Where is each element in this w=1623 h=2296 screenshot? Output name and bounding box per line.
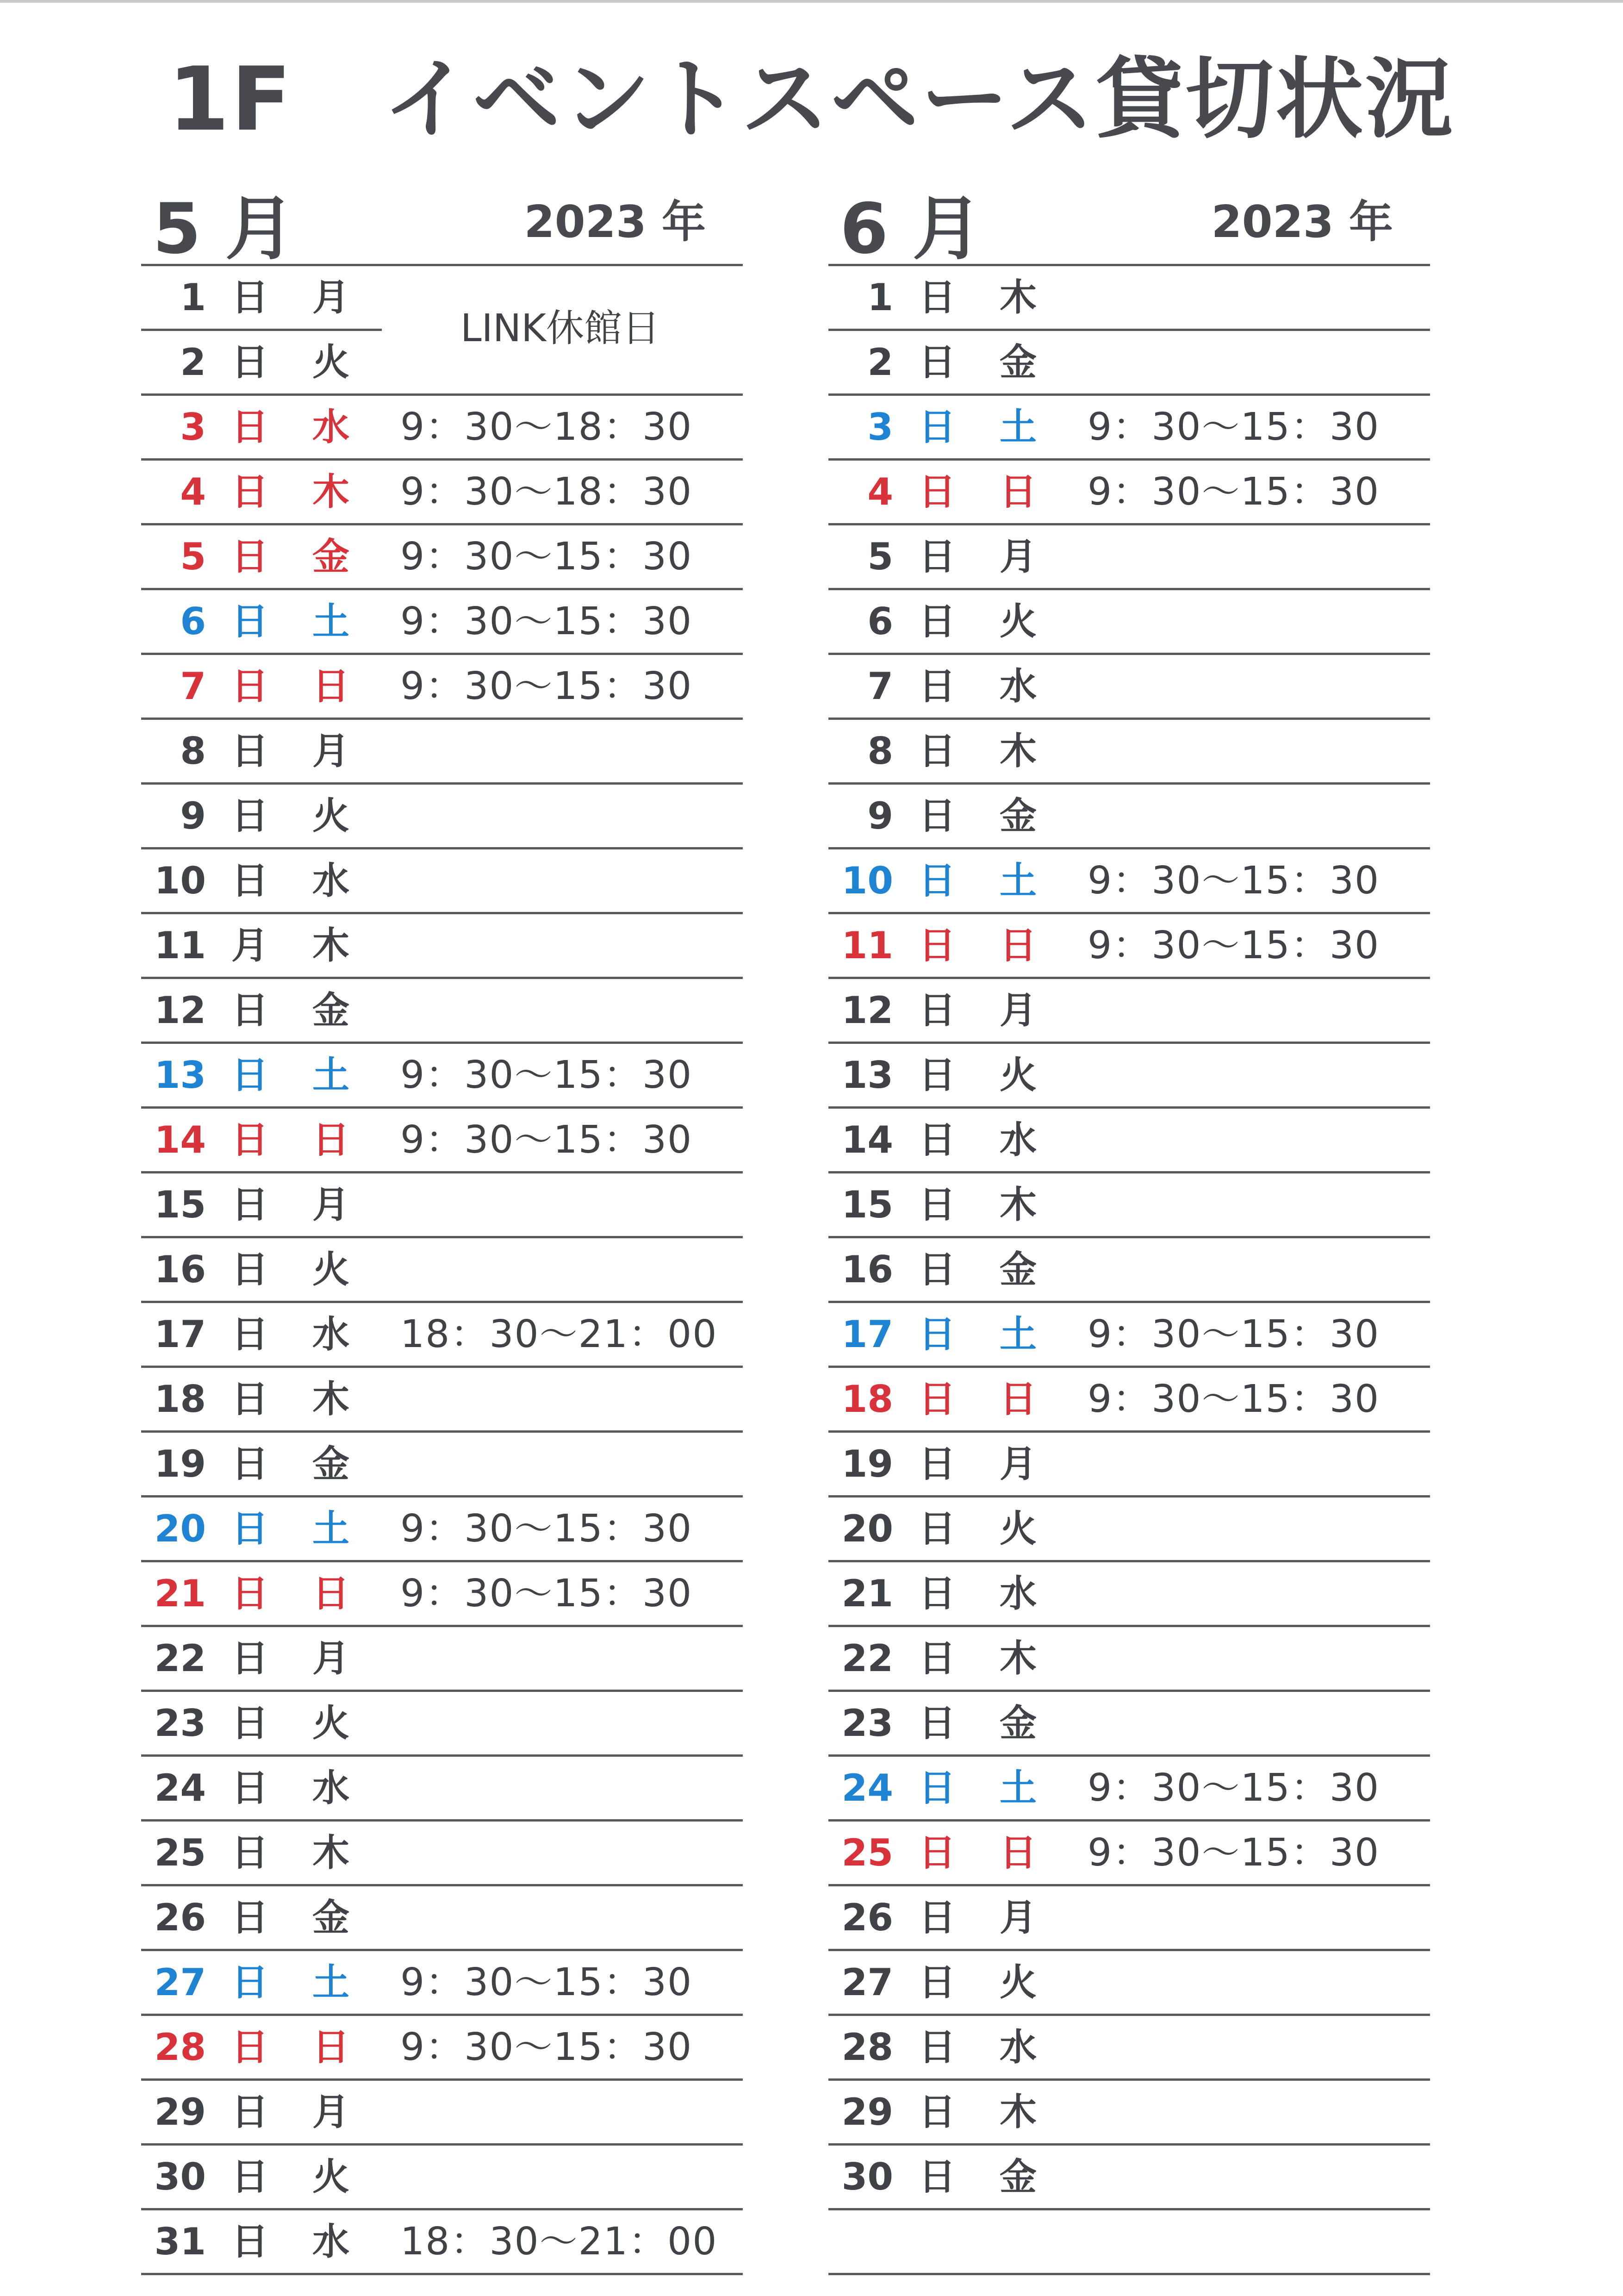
weekday: 火 (312, 2155, 349, 2198)
day-unit: 日 (231, 859, 268, 902)
rental-hours: 9：30〜15：30 (400, 2025, 693, 2069)
weekday: 木 (1000, 730, 1037, 773)
weekday: 月 (1000, 1896, 1037, 1939)
weekday: 水 (1000, 1118, 1037, 1161)
weekday: 金 (312, 1896, 349, 1939)
day-number: 26 (154, 1896, 206, 1939)
weekday: 土 (312, 600, 349, 643)
day-unit: 日 (231, 1313, 268, 1356)
weekday: 土 (1000, 859, 1037, 902)
day-number: 17 (841, 1313, 893, 1356)
may-day-row (141, 1497, 743, 1562)
day-unit: 日 (919, 794, 956, 837)
weekday: 木 (312, 924, 349, 967)
weekday: 月 (1000, 989, 1037, 1032)
day-number: 1 (867, 276, 893, 319)
may-calendar (141, 185, 743, 2275)
june-day-row (828, 1238, 1430, 1303)
day-number: 16 (841, 1248, 893, 1291)
day-unit: 日 (919, 1766, 956, 1809)
may-day-row (141, 590, 743, 655)
weekday: 金 (1000, 341, 1037, 384)
day-number: 23 (841, 1702, 893, 1745)
day-unit: 日 (231, 1572, 268, 1615)
weekday: 土 (312, 1961, 349, 2004)
weekday: 木 (312, 470, 349, 513)
weekday: 水 (312, 859, 349, 902)
day-unit: 日 (919, 924, 956, 967)
weekday: 水 (312, 1766, 349, 1809)
day-unit: 日 (919, 1248, 956, 1291)
weekday: 水 (312, 1313, 349, 1356)
may-day-row (141, 1562, 743, 1627)
day-unit: 日 (919, 341, 956, 384)
weekday: 火 (1000, 600, 1037, 643)
june-day-row (828, 655, 1430, 720)
day-number: 11 (841, 924, 893, 967)
day-number: 23 (154, 1702, 206, 1745)
weekday: 日 (1000, 470, 1037, 513)
day-unit: 日 (919, 406, 956, 449)
day-unit: 日 (231, 535, 268, 578)
weekday: 火 (1000, 1054, 1037, 1097)
weekday: 木 (1000, 276, 1037, 319)
day-unit: 日 (231, 470, 268, 513)
day-number: 12 (841, 989, 893, 1032)
closed-day-note: LINK休館日 (460, 306, 660, 350)
weekday: 月 (1000, 1442, 1037, 1485)
day-number: 27 (154, 1961, 206, 2004)
day-number: 1 (180, 276, 206, 319)
weekday: 水 (312, 406, 349, 449)
weekday: 日 (312, 1572, 349, 1615)
june-day-row (828, 461, 1430, 525)
rental-hours: 9：30〜15：30 (400, 1053, 693, 1097)
june-day-row (828, 720, 1430, 785)
rental-hours: 9：30〜15：30 (1088, 470, 1380, 514)
day-number: 22 (841, 1637, 893, 1680)
day-number: 6 (867, 600, 893, 643)
rental-hours: 18：30〜21：00 (400, 1312, 718, 1356)
day-number: 31 (154, 2220, 206, 2263)
day-number: 13 (841, 1054, 893, 1097)
day-unit: 日 (231, 1896, 268, 1939)
day-unit: 日 (919, 600, 956, 643)
day-unit: 月 (231, 924, 268, 967)
day-number: 10 (841, 859, 893, 902)
rental-hours: 9：30〜15：30 (400, 1507, 693, 1551)
day-number: 21 (154, 1572, 206, 1615)
day-number: 28 (841, 2026, 893, 2069)
may-day-row (141, 1822, 743, 1886)
day-number: 13 (154, 1054, 206, 1097)
day-number: 19 (841, 1442, 893, 1485)
day-unit: 日 (231, 1054, 268, 1097)
day-unit: 日 (231, 406, 268, 449)
day-number: 21 (841, 1572, 893, 1615)
may-day-row (141, 2016, 743, 2081)
day-unit: 日 (231, 1378, 268, 1421)
weekday: 月 (1000, 535, 1037, 578)
day-number: 7 (180, 665, 206, 708)
may-day-row (141, 2210, 743, 2275)
june-day-row (828, 1951, 1430, 2016)
day-number: 17 (154, 1313, 206, 1356)
weekday: 金 (1000, 794, 1037, 837)
day-unit: 日 (231, 276, 268, 319)
day-unit: 日 (231, 730, 268, 773)
rental-hours: 9：30〜15：30 (1088, 1312, 1380, 1356)
may-header (141, 185, 743, 269)
day-number: 24 (841, 1766, 893, 1809)
day-unit: 日 (919, 1831, 956, 1874)
may-day-row (141, 2081, 743, 2146)
rental-hours: 9：30〜15：30 (1088, 405, 1380, 449)
june-day-row (828, 525, 1430, 590)
day-unit: 日 (231, 1507, 268, 1550)
may-day-row (141, 1173, 743, 1238)
weekday: 木 (1000, 2090, 1037, 2134)
may-day-row (141, 1238, 743, 1303)
day-unit: 日 (919, 1896, 956, 1939)
may-day-row (141, 1368, 743, 1433)
day-unit: 日 (231, 1248, 268, 1291)
day-unit: 日 (919, 859, 956, 902)
weekday: 月 (312, 276, 349, 319)
day-number: 27 (841, 1961, 893, 2004)
rental-hours: 9：30〜15：30 (400, 664, 693, 708)
day-number: 20 (154, 1507, 206, 1550)
weekday: 日 (1000, 924, 1037, 967)
day-unit: 日 (919, 2090, 956, 2134)
day-number: 15 (841, 1183, 893, 1226)
day-number: 26 (841, 1896, 893, 1939)
june-day-row (828, 2016, 1430, 2081)
may-day-row (141, 1433, 743, 1497)
weekday: 土 (1000, 1313, 1037, 1356)
rental-hours: 9：30〜18：30 (400, 405, 693, 449)
day-number: 2 (867, 341, 893, 384)
june-day-row (828, 1303, 1430, 1368)
day-unit: 日 (231, 1183, 268, 1226)
day-number: 25 (154, 1831, 206, 1874)
day-number: 29 (841, 2090, 893, 2134)
weekday: 月 (312, 1637, 349, 1680)
weekday: 金 (1000, 1702, 1037, 1745)
day-number: 24 (154, 1766, 206, 1809)
june-day-row (828, 2081, 1430, 2146)
top-edge-rule (0, 0, 1623, 3)
weekday: 土 (312, 1054, 349, 1097)
weekday: 木 (1000, 1637, 1037, 1680)
day-unit: 日 (231, 2155, 268, 2198)
page-title: 1F イベントスペース貸切状況 (168, 48, 1455, 150)
june-rows (828, 264, 1430, 2275)
day-number: 28 (154, 2026, 206, 2069)
weekday: 金 (1000, 2155, 1037, 2198)
day-unit: 日 (919, 1183, 956, 1226)
weekday: 月 (312, 730, 349, 773)
may-day-row (141, 1044, 743, 1109)
day-unit: 日 (919, 1637, 956, 1680)
may-day-row (141, 1627, 743, 1692)
day-unit: 日 (231, 1961, 268, 2004)
weekday: 火 (312, 1248, 349, 1291)
day-number: 25 (841, 1831, 893, 1874)
june-day-row (828, 1433, 1430, 1497)
june-day-row (828, 1757, 1430, 1822)
rental-hours: 9：30〜15：30 (400, 1118, 693, 1162)
june-header (828, 185, 1430, 269)
june-day-row (828, 1692, 1430, 1757)
june-calendar (828, 185, 1430, 2275)
june-month-label: 6 月 (840, 189, 982, 269)
day-unit: 日 (231, 794, 268, 837)
weekday: 金 (312, 535, 349, 578)
weekday: 日 (312, 1118, 349, 1161)
day-unit: 日 (919, 535, 956, 578)
day-unit: 日 (919, 1507, 956, 1550)
day-number: 7 (867, 665, 893, 708)
may-day-row (141, 525, 743, 590)
may-day-row (141, 2146, 743, 2210)
june-day-row (828, 1368, 1430, 1433)
may-day-row (141, 785, 743, 849)
june-day-row (828, 1822, 1430, 1886)
day-number: 18 (841, 1378, 893, 1421)
june-day-row (828, 266, 1430, 331)
rental-hours: 9：30〜15：30 (1088, 923, 1380, 967)
june-year-label: 2023 年 (1211, 197, 1393, 248)
rental-hours: 18：30〜21：00 (400, 2220, 718, 2264)
day-number: 14 (154, 1118, 206, 1161)
weekday: 火 (1000, 1961, 1037, 2004)
rental-hours: 9：30〜15：30 (400, 1960, 693, 2004)
day-number: 4 (867, 470, 893, 513)
day-number: 3 (180, 406, 206, 449)
day-number: 16 (154, 1248, 206, 1291)
may-day-row (141, 1692, 743, 1757)
june-day-row (828, 331, 1430, 396)
june-day-row (828, 2146, 1430, 2210)
day-number: 8 (867, 730, 893, 773)
day-unit: 日 (919, 1961, 956, 2004)
weekday: 火 (312, 794, 349, 837)
weekday: 金 (312, 989, 349, 1032)
may-year-label: 2023 年 (524, 197, 706, 248)
day-number: 19 (154, 1442, 206, 1485)
june-day-row (828, 785, 1430, 849)
weekday: 水 (312, 2220, 349, 2263)
rental-hours: 9：30〜15：30 (1088, 859, 1380, 903)
weekday: 日 (1000, 1378, 1037, 1421)
day-unit: 日 (919, 1313, 956, 1356)
day-number: 30 (154, 2155, 206, 2198)
day-unit: 日 (231, 1442, 268, 1485)
rental-hours: 9：30〜15：30 (1088, 1766, 1380, 1810)
rental-hours: 9：30〜15：30 (400, 599, 693, 643)
day-number: 18 (154, 1378, 206, 1421)
day-unit: 日 (919, 470, 956, 513)
weekday: 土 (1000, 406, 1037, 449)
day-unit: 日 (231, 1766, 268, 1809)
rental-hours: 9：30〜15：30 (1088, 1831, 1380, 1875)
may-day-row (141, 655, 743, 720)
may-day-row (141, 1757, 743, 1822)
may-day-row (141, 849, 743, 914)
day-unit: 日 (919, 730, 956, 773)
day-unit: 日 (919, 2155, 956, 2198)
day-unit: 日 (919, 1118, 956, 1161)
weekday: 木 (312, 1831, 349, 1874)
weekday: 月 (312, 1183, 349, 1226)
may-day-row (141, 979, 743, 1044)
day-number: 22 (154, 1637, 206, 1680)
day-unit: 日 (231, 600, 268, 643)
june-day-row (828, 914, 1430, 979)
may-month-label: 5 月 (153, 189, 295, 269)
rental-hours: 9：30〜15：30 (1088, 1377, 1380, 1421)
day-unit: 日 (231, 2220, 268, 2263)
rental-hours: 9：30〜15：30 (400, 1572, 693, 1616)
weekday: 金 (1000, 1248, 1037, 1291)
june-day-row (828, 849, 1430, 914)
may-day-row (141, 1109, 743, 1173)
june-day-row (828, 979, 1430, 1044)
june-day-row (828, 2210, 1430, 2275)
day-unit: 日 (919, 1378, 956, 1421)
day-unit: 日 (919, 1442, 956, 1485)
may-row1-rule (141, 329, 382, 331)
day-unit: 日 (231, 1118, 268, 1161)
day-number: 8 (180, 730, 206, 773)
day-unit: 日 (231, 1831, 268, 1874)
june-day-row (828, 1497, 1430, 1562)
weekday: 月 (312, 2090, 349, 2134)
day-number: 5 (867, 535, 893, 578)
day-unit: 日 (919, 276, 956, 319)
may-day-row (141, 1303, 743, 1368)
weekday: 日 (312, 2026, 349, 2069)
day-unit: 日 (231, 2090, 268, 2134)
day-unit: 日 (919, 2026, 956, 2069)
day-number: 4 (180, 470, 206, 513)
june-day-row (828, 1886, 1430, 1951)
day-number: 3 (867, 406, 893, 449)
june-day-row (828, 1173, 1430, 1238)
weekday: 日 (1000, 1831, 1037, 1874)
weekday: 水 (1000, 1572, 1037, 1615)
june-day-row (828, 590, 1430, 655)
weekday: 火 (1000, 1507, 1037, 1550)
day-number: 14 (841, 1118, 893, 1161)
day-number: 10 (154, 859, 206, 902)
weekday: 日 (312, 665, 349, 708)
day-number: 11 (154, 924, 206, 967)
day-number: 20 (841, 1507, 893, 1550)
day-unit: 日 (231, 2026, 268, 2069)
day-number: 2 (180, 341, 206, 384)
day-unit: 日 (231, 341, 268, 384)
may-day-row (141, 720, 743, 785)
day-number: 30 (841, 2155, 893, 2198)
day-number: 9 (867, 794, 893, 837)
june-day-row (828, 1627, 1430, 1692)
may-day-row (141, 1951, 743, 2016)
day-unit: 日 (919, 989, 956, 1032)
day-unit: 日 (919, 1054, 956, 1097)
june-day-row (828, 1109, 1430, 1173)
may-day-row (141, 461, 743, 525)
day-unit: 日 (919, 1572, 956, 1615)
rental-hours: 9：30〜18：30 (400, 470, 693, 514)
day-number: 12 (154, 989, 206, 1032)
day-number: 9 (180, 794, 206, 837)
june-day-row (828, 1044, 1430, 1109)
weekday: 木 (312, 1378, 349, 1421)
weekday: 火 (312, 1702, 349, 1745)
weekday: 木 (1000, 1183, 1037, 1226)
weekday: 火 (312, 341, 349, 384)
day-unit: 日 (919, 665, 956, 708)
june-day-row (828, 1562, 1430, 1627)
day-number: 5 (180, 535, 206, 578)
day-unit: 日 (231, 1702, 268, 1745)
may-day-row (141, 396, 743, 461)
may-day-row (141, 914, 743, 979)
day-number: 6 (180, 600, 206, 643)
day-unit: 日 (231, 989, 268, 1032)
weekday: 水 (1000, 665, 1037, 708)
day-unit: 日 (919, 1702, 956, 1745)
day-number: 29 (154, 2090, 206, 2134)
day-unit: 日 (231, 1637, 268, 1680)
weekday: 金 (312, 1442, 349, 1485)
may-rows (141, 264, 743, 2275)
weekday: 土 (312, 1507, 349, 1550)
rental-hours: 9：30〜15：30 (400, 535, 693, 579)
june-day-row (828, 396, 1430, 461)
day-number: 15 (154, 1183, 206, 1226)
may-day-row (141, 1886, 743, 1951)
weekday: 水 (1000, 2026, 1037, 2069)
weekday: 土 (1000, 1766, 1037, 1809)
day-unit: 日 (231, 665, 268, 708)
